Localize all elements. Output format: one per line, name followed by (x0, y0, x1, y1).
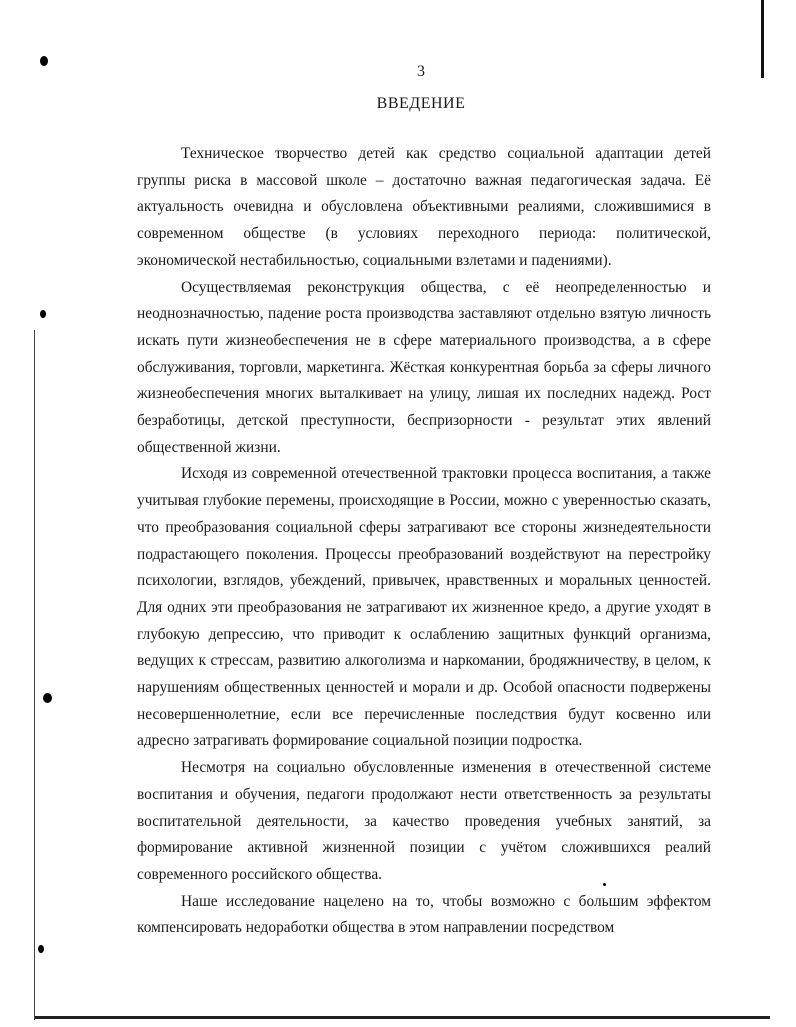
binding-hole-mark (38, 945, 44, 953)
paragraph: Несмотря на социально обусловленные изменения в отечественной системе воспитания и обучения, педагоги продолжают нести ответственность за результаты воспитательной деятельности, за качество проведения учебных занятий, за формирование активной жизненной позиции с учётом сложившихся реалий современного российского общества. (137, 759, 711, 883)
section-heading: ВВЕДЕНИЕ (376, 95, 466, 112)
page-number: 3 (417, 63, 425, 80)
binding-hole-mark (43, 693, 52, 703)
scan-edge-left (34, 330, 35, 1020)
scan-edge-bottom (34, 1016, 770, 1019)
paragraph: Осуществляемая реконструкция общества, с её неопределенностью и неоднозначностью, падение роста производства заставляют отдельно взятую личность искать пути жизнеобеспечения не в сфере материального производства, а в сфере обслуживания, торговли, маркетинга. Жёсткая конкурентная борьба за сферы личного жизнеобеспечения многих выталкивает на улицу, лишая их последних надежд. Рост безработицы, детской преступности, беспризорности - результат этих явлений общественной жизни. (137, 278, 711, 456)
binding-hole-mark (40, 310, 46, 318)
paragraph: Наше исследование нацелено на то, чтобы возможно с большим эффектом компенсировать недоработки общества в этом направлении посредством (137, 892, 711, 937)
paragraph: Техническое творчество детей как средство социальной адаптации детей группы риска в массовой школе – достаточно важная педагогическая задача. Её актуальность очевидна и обусловлена объективными реалиями, сложившимися в современном обществе (в условиях переходного периода: политической, экономической нестабильностью, социальными взлетами и падениями). (137, 145, 711, 269)
paragraph: Исходя из современной отечественной трактовки процесса воспитания, а также учитывая глубокие перемены, происходящие в России, можно с уверенностью сказать, что преобразования социальной сферы затрагивают все стороны жизнедеятельности подрастающего поколения. Процессы преобразований воздействуют на перестройку психологии, взглядов, убеждений, привычек, нравственных и моральных ценностей. Для одних эти преобразования не затрагивают их жизненное кредо, а другие уходят в глубокую депрессию, что приводит к ослаблению защитных функций организма, ведущих к стрессам, развитию алкоголизма и наркомании, бродяжничеству, в целом, к нарушениям общественных ценностей и морали и др. Особой опасности подвержены несовершеннолетние, если все перечисленные последствия будут косвенно или адресно затрагивать формирование социальной позиции подростка. (137, 465, 711, 750)
body-text (137, 141, 711, 942)
